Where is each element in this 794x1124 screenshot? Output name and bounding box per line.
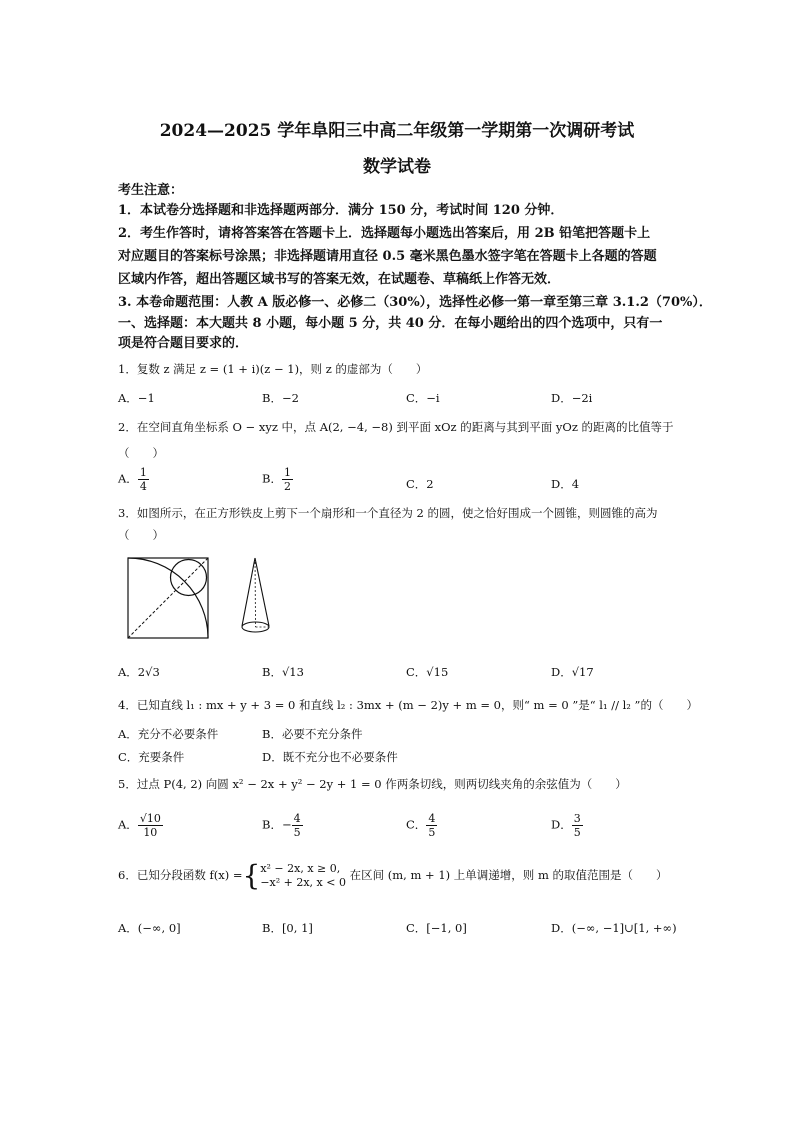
diagonal-line [128,558,208,638]
q3-option-a: A．2√3 [118,665,160,679]
q5-option-a-label: A． [118,817,138,832]
q1-option-c: C．−i [406,391,440,405]
q6-suffix: 在区间 (m, m + 1) 上单调递增，则 m 的取值范围是（ ） [349,868,668,882]
question-5: 5．过点 P(4, 2) 向圆 x² − 2x + y² − 2y + 1 = 0 作两条切线，则两切线夹角的余弦值为（ ） [118,777,627,791]
section-heading-line-1: 一、选择题：本大题共 8 小题，每小题 5 分，共 40 分．在每小题给出的四个选项中，只有一 [118,316,663,331]
q5-option-c-den: 5 [428,826,436,839]
q3-figure [120,552,300,642]
q6-brace: { [242,859,261,892]
q5-option-c-fraction [426,812,437,839]
q5-option-b-num: 4 [293,812,301,825]
q2-option-a-den: 4 [139,480,147,493]
q5-option-c-num: 4 [428,812,436,825]
q2-option-a [118,466,149,493]
q1-option-d: D．−2i [551,391,593,405]
q3-paren: （ ） [118,528,164,542]
notice-heading: 考生注意： [118,183,184,198]
q4-option-b: B．必要不充分条件 [262,727,363,741]
q5-option-d-den: 5 [573,826,581,839]
q6-option-c: C．[−1, 0] [406,921,467,935]
notice-line-5: 3. 本卷命题范围：人教 A 版必修一、必修二（30%），选择性必修一第一章至第三章 3.1.2（70%）． [118,295,712,310]
q2-option-b-den: 2 [283,480,291,493]
q6-option-a: A．(−∞, 0] [118,921,181,935]
q6-case-1: x² − 2x, x ≥ 0, [260,862,341,875]
q5-option-b-den: 5 [293,826,301,839]
q2-option-a-num: 1 [139,466,147,479]
exam-title: 2024—2025 学年阜阳三中高二年级第一学期第一次调研考试 [159,121,635,141]
q2-option-b [262,466,293,493]
q5-option-c-label: C． [406,817,427,832]
question-6 [118,859,668,892]
question-1: 1．复数 z 满足 z = (1 + i)(z − 1)，则 z 的虚部为（ ） [118,362,428,376]
notice-line-1: 1．本试卷分选择题和非选择题两部分．满分 150 分，考试时间 120 分钟． [118,203,564,218]
q1-option-b: B．−2 [262,391,299,405]
q2-paren: （ ） [118,446,164,460]
section-heading-line-2: 项是符合题目要求的． [118,336,249,351]
q1-option-a: A．−1 [118,391,155,405]
q6-cases [260,862,346,890]
q3-option-c: C．√15 [406,665,449,679]
q4-option-c: C．充要条件 [118,750,185,764]
q4-option-d: D．既不充分也不必要条件 [262,750,398,764]
notice-line-3: 对应题目的答案标号涂黑；非选择题请用直径 0.5 毫米黑色墨水签字笔在答题卡上各题的答题 [118,249,657,264]
exam-subtitle: 数学试卷 [363,157,431,177]
q4-option-a: A．充分不必要条件 [118,727,219,741]
q2-option-c: C．2 [406,477,434,491]
q3-option-b: B．√13 [262,665,304,679]
q5-option-a [118,812,163,839]
question-3: 3．如图所示，在正方形铁皮上剪下一个扇形和一个直径为 2 的圆，使之恰好围成一个圆锥，则圆锥的高为 [118,506,658,520]
q2-option-a-fraction [138,466,149,493]
q2-option-d: D．4 [551,477,580,491]
notice-line-4: 区域内作答，超出答题区域书写的答案无效，在试题卷、草稿纸上作答无效． [118,272,561,287]
q5-option-a-den: 10 [143,826,158,839]
q6-option-d: D．(−∞, −1]∪[1, +∞) [551,921,677,935]
q5-option-b-fraction [292,812,303,839]
q6-prefix: 6．已知分段函数 f(x) = [118,868,243,882]
q2-option-b-label: B． [262,471,282,486]
q5-option-d-label: D． [551,817,572,832]
cone-right-side [255,558,269,626]
q5-option-d-num: 3 [573,812,581,825]
q5-option-c [406,812,437,839]
q2-option-b-fraction [282,466,293,493]
notice-line-2: 2．考生作答时，请将答案答在答题卡上．选择题每小题选出答案后，用 2B 铅笔把答题卡上 [118,226,651,241]
cone-height [255,558,256,627]
q6-case-2: −x² + 2x, x < 0 [260,876,346,889]
q5-option-b [262,812,303,839]
q6-option-b: B．[0, 1] [262,921,313,935]
q5-option-a-num: √10 [139,812,161,825]
question-4: 4．已知直线 l₁ : mx + y + 3 = 0 和直线 l₂ : 3mx + (m − 2)y + m = 0，则“ m = 0 ”是“ l₁ // l₂ ”的（ ） [118,698,698,712]
q3-option-d: D．√17 [551,665,594,679]
question-2: 2．在空间直角坐标系 O − xyz 中，点 A(2, −4, −8) 到平面 xOz 的距离与其到平面 yOz 的距离的比值等于 [118,420,674,434]
q2-option-b-num: 1 [283,466,291,479]
q5-option-a-fraction [138,812,163,839]
q5-option-d [551,812,583,839]
q5-option-b-label: B．− [262,817,292,832]
cone-left-side [242,558,255,626]
q2-option-a-label: A． [118,471,138,486]
q5-option-d-fraction [572,812,583,839]
